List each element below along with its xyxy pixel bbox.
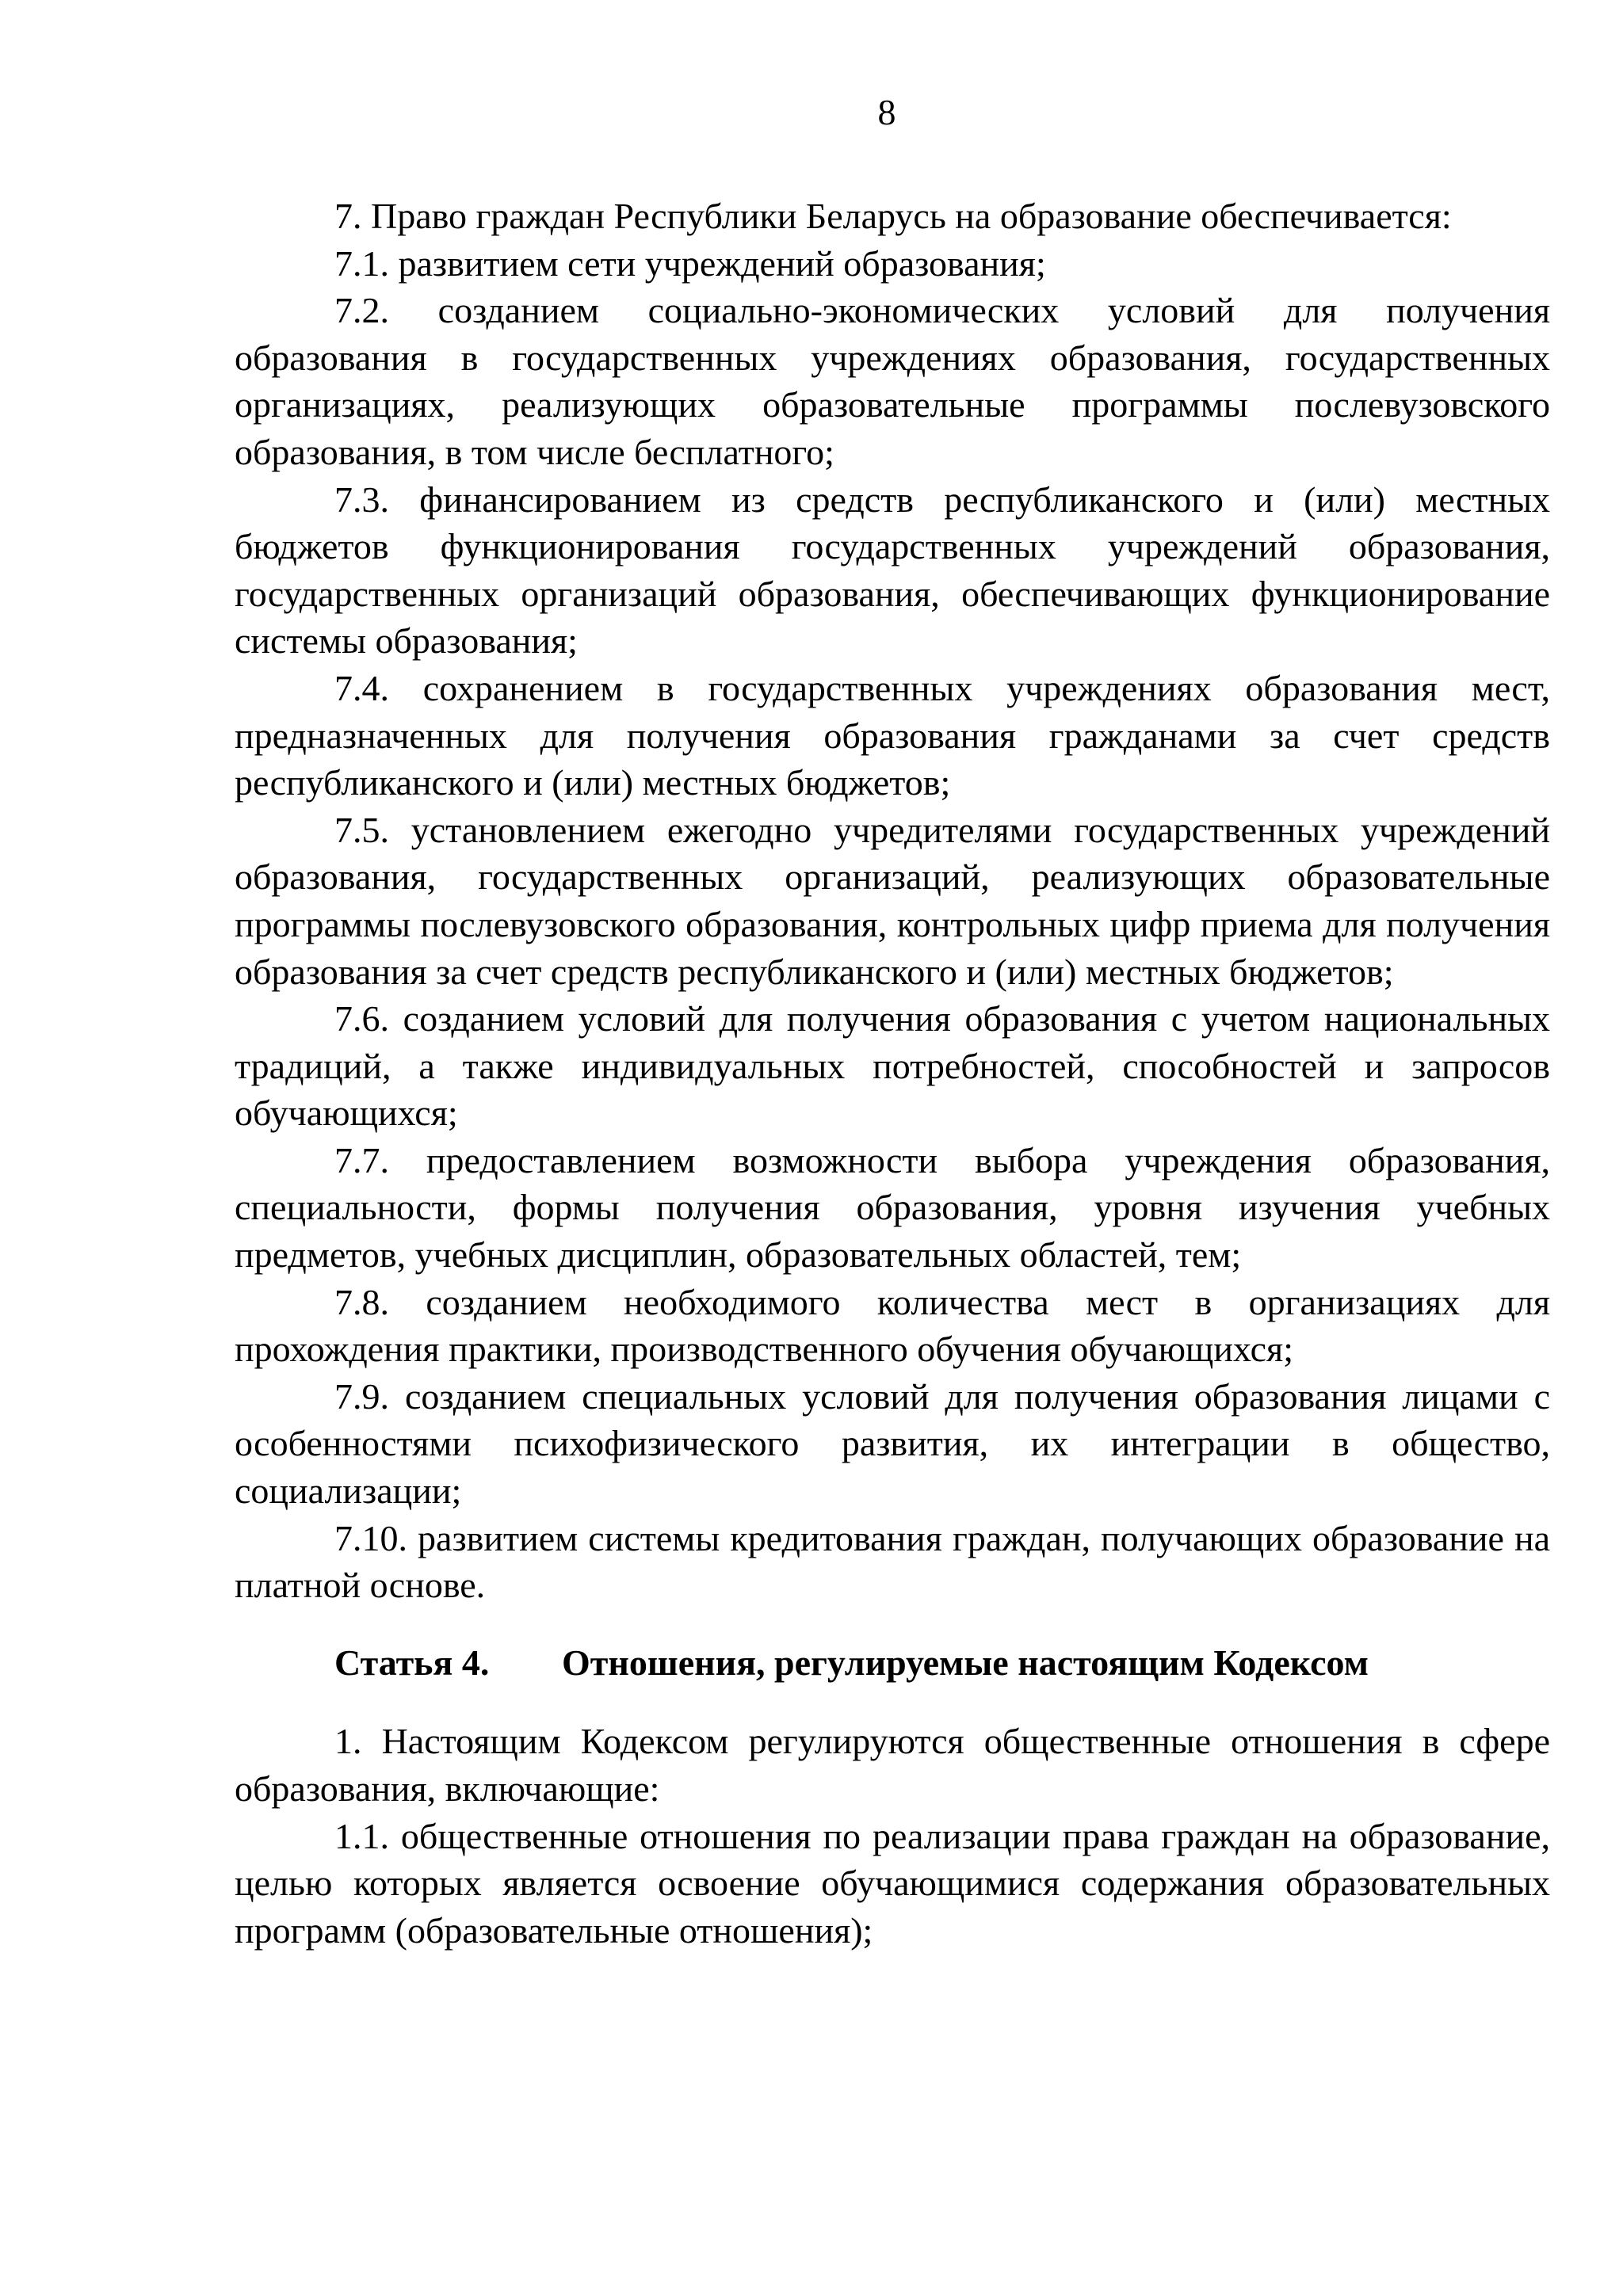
paragraph-7-4: 7.4. сохранением в государственных учреждениях образования мест, предназначенных для получения образования гражданами за счет средств республиканского и (или) местных бюджетов; xyxy=(235,667,1550,803)
page-number: 8 xyxy=(877,92,896,132)
paragraph-7-5: 7.5. установлением ежегодно учредителями государственных учреждений образования, государственных организаций, реализующих образовательные программы послевузовского образования, контрольных цифр приема для получения образования за счет средств республиканского и (или) местных бюджетов; xyxy=(235,809,1550,992)
article-title: Отношения, регулируемые настоящим Кодексом xyxy=(562,1642,1369,1683)
paragraph-7-6: 7.6. созданием условий для получения образования с учетом национальных традиций, а также индивидуальных потребностей, способностей и запросов обучающихся; xyxy=(235,998,1550,1134)
article-number: Статья 4. xyxy=(334,1642,490,1683)
paragraph-7-10: 7.10. развитием системы кредитования граждан, получающих образование на платной основе. xyxy=(235,1517,1550,1606)
paragraph-7: 7. Право граждан Республики Беларусь на образование обеспечивается: xyxy=(334,196,1452,236)
document-body xyxy=(235,193,1550,1954)
paragraph-7-8: 7.8. созданием необходимого количества мест в организациях для прохождения практики, производственного обучения обучающихся; xyxy=(235,1281,1550,1370)
paragraph-7-1: 7.1. развитием сети учреждений образования; xyxy=(334,242,1046,284)
article-heading xyxy=(235,1639,1550,1687)
paragraph-7-3: 7.3. финансированием из средств республиканского и (или) местных бюджетов функционирования государственных учреждений образования, государственных организаций образования, обеспечивающих функционирование системы образования; xyxy=(235,479,1550,662)
paragraph-1: 1. Настоящим Кодексом регулируются общественные отношения в сфере образования, включающие: xyxy=(235,1721,1550,1809)
paragraph-1-1: 1.1. общественные отношения по реализации права граждан на образование, целью которых является освоение обучающимися содержания образовательных программ (образовательные отношения); xyxy=(235,1815,1550,1951)
paragraph-7-9: 7.9. созданием специальных условий для получения образования лицами с особенностями психофизического развития, их интеграции в общество, социализации; xyxy=(235,1375,1550,1512)
paragraph-7-7: 7.7. предоставлением возможности выбора учреждения образования, специальности, формы получения образования, уровня изучения учебных предметов, учебных дисциплин, образовательных областей, тем; xyxy=(235,1139,1550,1276)
paragraph-7-2: 7.2. созданием социально-экономических условий для получения образования в государственных учреждениях образования, государственных организациях, реализующих образовательные программы послевузовского образования, в том числе бесплатного; xyxy=(235,290,1550,472)
